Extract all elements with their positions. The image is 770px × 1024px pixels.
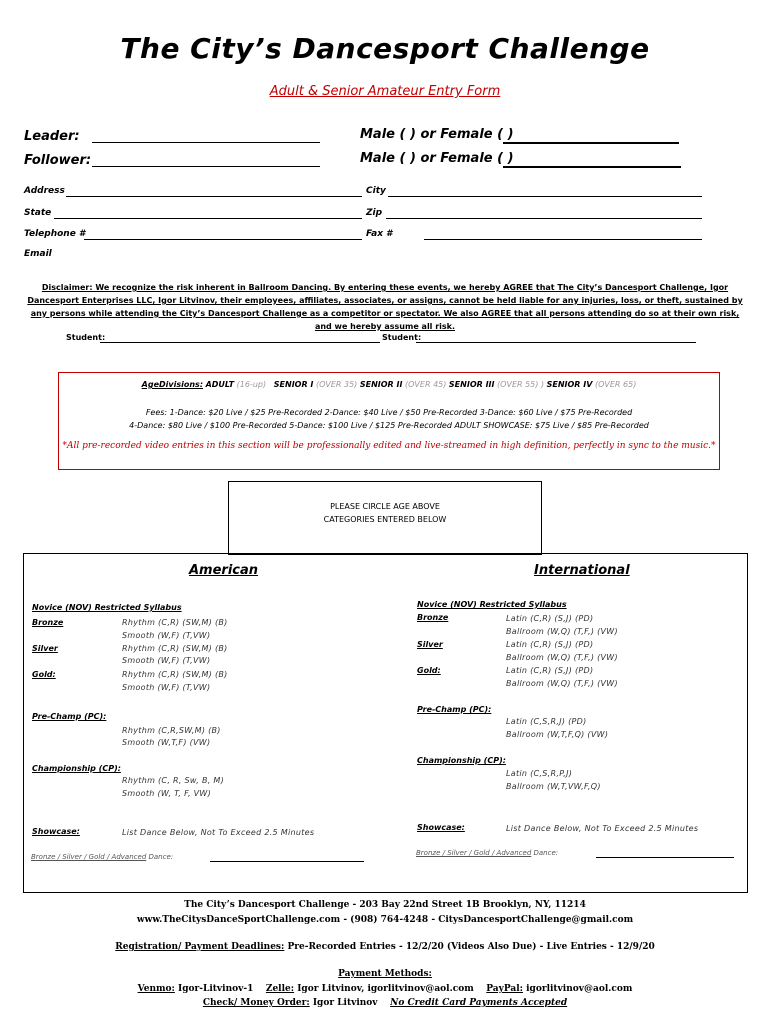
international-dance-field[interactable] [596,857,734,858]
address-label: Address [24,186,65,196]
telephone-label: Telephone # [24,229,86,239]
american-gold-smooth[interactable]: Smooth (W,F) (T,VW) [122,683,211,692]
check-line [0,998,770,1008]
student1-label: Student: [66,333,106,342]
fax-field[interactable] [424,239,702,240]
international-level-line [416,849,558,857]
state-field[interactable] [54,218,362,219]
payment-heading-text: Payment Methods: [338,969,432,979]
american-bronze-rhythm[interactable]: Rhythm (C,R) (SW,M) (B) [122,618,228,627]
follower-label: Follower: [24,153,92,168]
international-bronze-ballroom[interactable]: Ballroom (W,Q) (T,F,) (VW) [506,627,618,636]
circle-instructions-box [228,481,542,555]
american-bronze-label[interactable]: Bronze [32,618,64,627]
international-prechamp-latin[interactable]: Latin (C,S,R,J) (PD) [506,717,587,726]
footer-contact: www.TheCitysDanceSportChallenge.com - (908) 764-4248 - CitysDancesportChallenge@gmail.com [136,915,634,925]
check-label: Check/ Money Order: [202,998,310,1008]
american-prechamp-rhythm[interactable]: Rhythm (C,R,SW,M) (B) [122,726,221,735]
categories-box [23,553,748,893]
age-divisions-label: AgeDivisions: [141,380,204,389]
student2-label: Student: [382,333,422,342]
age-adult[interactable]: ADULT [205,380,235,389]
zelle-value[interactable]: Igor Litvinov, igorlitvinov@aol.com [297,984,474,994]
age-senior4-range: (OVER 65) [594,380,637,389]
payment-methods-line [0,984,770,994]
disclaimer-text: Disclaimer: We recognize the risk inherent in Ballroom Dancing. By entering these events, we hereby AGREE that The City’s Dancesport Challenge, Igor Dancesport Enterprises LLC, Igor Litvinov, their employees, affiliates, associates, or assigns, cannot be held liable for any injuries, loss, or theft, sustained by any persons while attending the City’s Dancesport Challenge as a competitor or spectator. We also AGREE that all persons attending do so at their own risk, and we hereby assume all risk. [27,283,743,331]
international-champ-ballroom[interactable]: Ballroom (W,T,VW,F,Q) [506,782,601,791]
state-label: State [24,208,52,218]
american-novice-heading: Novice (NOV) Restricted Syllabus [32,603,182,612]
international-silver-ballroom[interactable]: Ballroom (W,Q) (T,F,) (VW) [506,653,618,662]
fees-block [59,406,719,432]
follower-field[interactable] [92,166,320,167]
american-dance-field[interactable] [210,861,364,862]
age-senior3-range: (OVER 55) ) [497,380,545,389]
fees-line-2: 4-Dance: $80 Live / $100 Pre-Recorded 5-Dance: $100 Live / $125 Pre-Recorded ADULT SHOWCASE: $75 Live / $85 Pre-Recorded [129,421,649,430]
leader-gender-field[interactable] [503,142,679,144]
age-senior1[interactable]: SENIOR I [273,380,314,389]
american-showcase-label: Showcase: [32,827,80,836]
international-showcase-text: List Dance Below, Not To Exceed 2.5 Minutes [506,824,699,833]
deadline-label: Registration/ Payment Deadlines: [115,942,285,952]
age-adult-range: (16-up) [236,380,267,389]
international-bronze-label[interactable]: Bronze [417,613,449,622]
paypal-value[interactable]: igorlitvinov@aol.com [526,984,633,994]
american-prechamp-heading: Pre-Champ (PC): [32,712,107,721]
footer-deadlines [0,942,770,952]
circle-line-2: CATEGORIES ENTERED BELOW [323,515,447,524]
american-gold-rhythm[interactable]: Rhythm (C,R) (SW,M) (B) [122,670,228,679]
telephone-field[interactable] [84,239,362,240]
email-label: Email [24,249,52,259]
american-champ-smooth[interactable]: Smooth (W, T, F, VW) [122,789,212,798]
fees-line-1: Fees: 1-Dance: $20 Live / $25 Pre-Recorded 2-Dance: $40 Live / $50 Pre-Recorded 3-Dance: $60 Live / $75 Pre-Recorded [145,408,633,417]
no-credit-card-note: No Credit Card Payments Accepted [390,998,568,1008]
american-gold-label[interactable]: Gold: [32,670,56,679]
international-prechamp-heading: Pre-Champ (PC): [417,705,492,714]
international-gold-latin[interactable]: Latin (C,R) (S,J) (PD) [506,666,594,675]
footer-address: The City’s Dancesport Challenge - 203 Bay 22nd Street 1B Brooklyn, NY, 11214 [184,900,586,910]
address-field[interactable] [66,196,362,197]
american-silver-smooth[interactable]: Smooth (W,F) (T,VW) [122,656,211,665]
international-level-options[interactable]: Bronze / Silver / Gold / Advanced [416,849,532,857]
american-level-options[interactable]: Bronze / Silver / Gold / Advanced [31,853,147,861]
check-value: Igor Litvinov [312,998,378,1008]
international-bronze-latin[interactable]: Latin (C,R) (S,J) (PD) [506,614,594,623]
zelle-label: Zelle: [265,984,295,994]
age-senior2-range: (OVER 45) [405,380,447,389]
zip-field[interactable] [386,218,702,219]
page-subtitle: Adult & Senior Amateur Entry Form [269,84,501,99]
age-divisions-line [59,380,719,389]
age-senior4[interactable]: SENIOR IV [546,380,593,389]
leader-field[interactable] [92,142,320,143]
deadline-text: Pre-Recorded Entries - 12/2/20 (Videos Also Due) - Live Entries - 12/9/20 [287,942,655,952]
american-dance-label: Dance: [148,853,174,861]
prerecorded-note: *All pre-recorded video entries in this section will be professionally edited and live-streamed in high definition, perfectly in sync to the music.* [62,441,716,451]
follower-gender-label: Male ( ) or Female ( ) [360,151,514,166]
american-silver-label[interactable]: Silver [32,644,58,653]
payment-heading [0,969,770,979]
age-senior2[interactable]: SENIOR II [359,380,403,389]
international-prechamp-ballroom[interactable]: Ballroom (W,T,F,Q) (VW) [506,730,609,739]
venmo-value[interactable]: Igor-Litvinov-1 [178,984,254,994]
zip-label: Zip [366,208,383,218]
age-senior3[interactable]: SENIOR III [448,380,495,389]
american-champ-rhythm[interactable]: Rhythm (C, R, Sw, B, M) [122,776,225,785]
fax-label: Fax # [366,229,393,239]
international-dance-label: Dance: [533,849,559,857]
american-level-line [31,853,173,861]
leader-gender-label: Male ( ) or Female ( ) [360,127,514,142]
american-heading: American [189,563,259,578]
age-senior1-range: (OVER 35) [315,380,358,389]
circle-line-1: PLEASE CIRCLE AGE ABOVE [330,502,440,511]
age-division-box [58,372,720,470]
student2-field[interactable] [416,342,696,343]
american-prechamp-smooth[interactable]: Smooth (W,T,F) (VW) [122,738,211,747]
venmo-label: Venmo: [137,984,175,994]
international-champ-latin[interactable]: Latin (C,S,R,P,J) [506,769,573,778]
international-silver-label[interactable]: Silver [417,640,443,649]
student1-field[interactable] [100,342,380,343]
international-novice-heading: Novice (NOV) Restricted Syllabus [417,600,567,609]
international-gold-label[interactable]: Gold: [417,666,441,675]
american-showcase-text: List Dance Below, Not To Exceed 2.5 Minutes [122,828,315,837]
city-field[interactable] [388,196,702,197]
city-label: City [366,186,386,196]
leader-label: Leader: [24,129,80,144]
american-champ-heading: Championship (CP): [32,764,121,773]
international-champ-heading: Championship (CP): [417,756,506,765]
follower-gender-field[interactable] [503,166,681,168]
circle-instructions [229,500,541,526]
american-bronze-smooth[interactable]: Smooth (W,F) (T,VW) [122,631,211,640]
page-title: The City’s Dancesport Challenge [120,32,650,65]
paypal-label: PayPal: [486,984,523,994]
international-heading: International [534,563,630,578]
international-silver-latin[interactable]: Latin (C,R) (S,J) (PD) [506,640,594,649]
international-showcase-label: Showcase: [417,823,465,832]
american-silver-rhythm[interactable]: Rhythm (C,R) (SW,M) (B) [122,644,228,653]
international-gold-ballroom[interactable]: Ballroom (W,Q) (T,F,) (VW) [506,679,618,688]
